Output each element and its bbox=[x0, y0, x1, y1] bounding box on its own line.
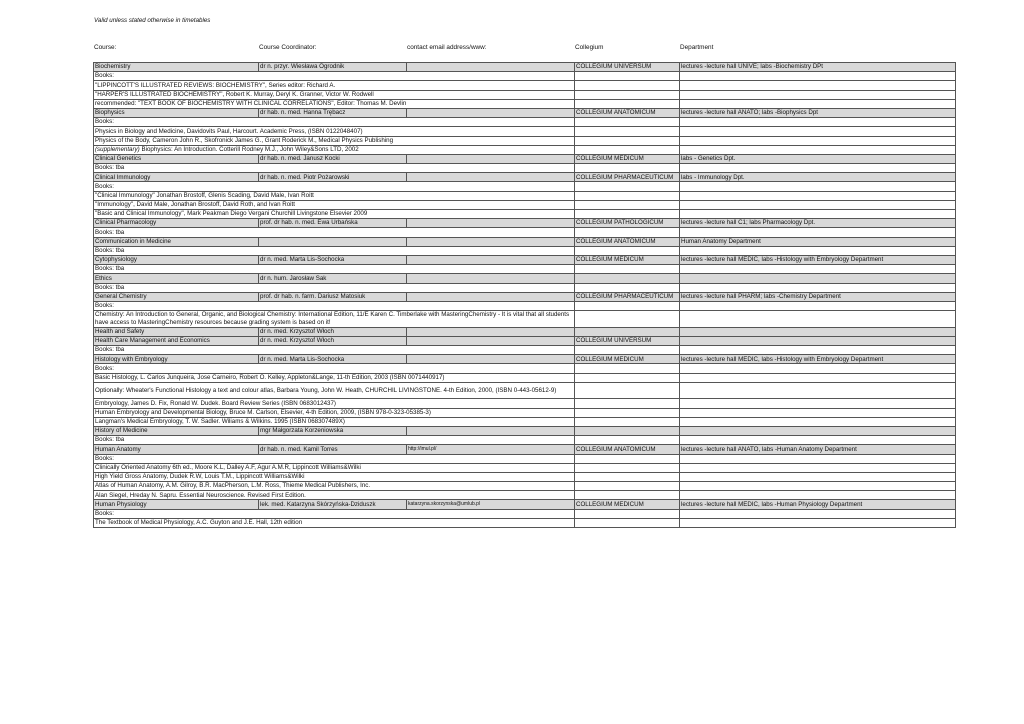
department-cell bbox=[680, 246, 956, 255]
book-text: Books: tba bbox=[95, 164, 125, 172]
book-text-cell bbox=[94, 182, 575, 191]
department-cell bbox=[680, 200, 956, 209]
book-row bbox=[94, 518, 956, 527]
book-text: Atlas of Human Anatomy, A.M. Gilroy, B.R. MacPherson, L.M. Ross, Thieme Medical Publishers, Inc. bbox=[95, 482, 371, 490]
collegium-cell bbox=[575, 118, 680, 127]
header-department: Department bbox=[680, 44, 714, 51]
collegium-cell bbox=[575, 454, 680, 463]
course-name-cell: Clinical Immunology bbox=[94, 173, 259, 182]
book-text: Books: bbox=[95, 364, 114, 372]
book-text: Physics in Biology and Medicine, Davidovits Paul, Harcourt. Academic Press, (ISBN 0122048407) bbox=[95, 127, 363, 135]
coordinator-cell: dr hab. n. med. Kamil Torres bbox=[259, 445, 407, 454]
book-row bbox=[94, 482, 956, 491]
collegium-cell bbox=[575, 81, 680, 90]
department-cell bbox=[680, 346, 956, 355]
course-row bbox=[94, 274, 956, 283]
coordinator-cell: dr n. hum. Jarosław Sak bbox=[259, 274, 407, 283]
collegium-cell bbox=[575, 265, 680, 274]
department-cell bbox=[680, 118, 956, 127]
department-cell bbox=[680, 164, 956, 173]
book-text-cell bbox=[94, 482, 575, 491]
book-text: "HARPER'S ILLUSTRATED BIOCHEMISTRY", Robert K. Murray, Deryl K. Granner, Victor W. Rodwell bbox=[95, 90, 374, 98]
book-text: Books: bbox=[95, 509, 114, 517]
book-text-cell bbox=[94, 399, 575, 408]
book-text-cell bbox=[94, 81, 575, 90]
book-row bbox=[94, 136, 956, 145]
book-text-cell bbox=[94, 72, 575, 81]
book-text: Books: bbox=[95, 118, 114, 126]
book-text: Books: tba bbox=[95, 283, 125, 291]
department-cell bbox=[680, 191, 956, 200]
book-row bbox=[94, 246, 956, 255]
book-row bbox=[94, 200, 956, 209]
book-row bbox=[94, 399, 956, 408]
book-row bbox=[94, 81, 956, 90]
collegium-cell bbox=[575, 417, 680, 426]
course-row bbox=[94, 63, 956, 72]
book-text-cell bbox=[94, 382, 575, 399]
contact-cell bbox=[407, 355, 575, 364]
book-row bbox=[94, 301, 956, 310]
coordinator-cell: dr hab. n. med. Piotr Pożarowski bbox=[259, 173, 407, 182]
book-text: Optionally: Wheater's Functional Histology a text and colour atlas, Barbara Young, John W. Heath, CHURCHIL LIVINGSTONE. 4-th Edition, 2000, (ISBN 0-443-05612-9) bbox=[95, 386, 557, 394]
collegium-cell bbox=[575, 399, 680, 408]
course-row bbox=[94, 336, 956, 345]
course-name-cell: Human Anatomy bbox=[94, 445, 259, 454]
collegium-cell bbox=[575, 327, 680, 336]
contact-cell bbox=[407, 255, 575, 264]
book-text-cell bbox=[94, 408, 575, 417]
coordinator-cell: dr n. med. Marta Lis-Sochocka bbox=[259, 355, 407, 364]
book-row bbox=[94, 463, 956, 472]
department-cell: Human Anatomy Department bbox=[680, 237, 956, 246]
collegium-cell: COLLEGIUM ANATOMICUM bbox=[575, 108, 680, 117]
course-name-cell: Histology with Embryology bbox=[94, 355, 259, 364]
department-cell bbox=[680, 274, 956, 283]
supplementary-label: (supplementary) bbox=[95, 145, 140, 153]
department-cell bbox=[680, 136, 956, 145]
collegium-cell bbox=[575, 472, 680, 481]
collegium-cell bbox=[575, 346, 680, 355]
collegium-cell bbox=[575, 99, 680, 108]
book-text-cell bbox=[94, 509, 575, 518]
contact-cell bbox=[407, 274, 575, 283]
course-name-cell: General Chemistry bbox=[94, 292, 259, 301]
course-table bbox=[93, 62, 956, 528]
department-cell bbox=[680, 327, 956, 336]
course-name-cell: Health and Safety bbox=[94, 327, 259, 336]
coordinator-cell: dr hab. n. med. Hanna Trębacz bbox=[259, 108, 407, 117]
header-collegium: Collegium bbox=[575, 44, 604, 51]
collegium-cell bbox=[575, 145, 680, 154]
course-row bbox=[94, 173, 956, 182]
department-cell bbox=[680, 228, 956, 237]
book-text: Books: tba bbox=[95, 436, 125, 444]
book-text-cell bbox=[94, 164, 575, 173]
book-row bbox=[94, 118, 956, 127]
book-row bbox=[94, 346, 956, 355]
book-row bbox=[94, 191, 956, 200]
book-row bbox=[94, 127, 956, 136]
collegium-cell: COLLEGIUM PHARMACEUTICUM bbox=[575, 292, 680, 301]
department-cell: lectures -lecture hall ANATO; labs -Biophysics Dpt bbox=[680, 108, 956, 117]
collegium-cell bbox=[575, 136, 680, 145]
book-text: Clinically Oriented Anatomy 6th ed., Moore K.L, Dalley A.F, Agur A.M.R, Lippincott Williams&Wilki bbox=[95, 463, 361, 471]
collegium-cell bbox=[575, 90, 680, 99]
collegium-cell bbox=[575, 246, 680, 255]
book-text-cell bbox=[94, 90, 575, 99]
department-cell: lectures -lecture hall MEDIC, labs -Histology with Embryology Department bbox=[680, 255, 956, 264]
course-name-cell: Ethics bbox=[94, 274, 259, 283]
department-cell bbox=[680, 72, 956, 81]
collegium-cell bbox=[575, 463, 680, 472]
department-cell bbox=[680, 454, 956, 463]
contact-cell: katarzyna.skorzynska@umlub.pl bbox=[407, 500, 575, 509]
book-text-cell bbox=[94, 265, 575, 274]
book-row bbox=[94, 382, 956, 399]
department-cell bbox=[680, 417, 956, 426]
collegium-cell bbox=[575, 228, 680, 237]
book-text-cell bbox=[94, 454, 575, 463]
book-text-cell bbox=[94, 417, 575, 426]
coordinator-cell: dr n. przyr. Wiesława Ogrodnik bbox=[259, 63, 407, 72]
course-row bbox=[94, 445, 956, 454]
book-row bbox=[94, 311, 956, 328]
department-cell bbox=[680, 145, 956, 154]
book-text-cell bbox=[94, 301, 575, 310]
book-text: Books: bbox=[95, 454, 114, 462]
collegium-cell bbox=[575, 301, 680, 310]
book-text: High Yield Gross Anatomy, Dudek R.W, Louis T.M., Lippincott Williams&Wilki bbox=[95, 473, 305, 481]
department-cell bbox=[680, 336, 956, 345]
department-cell: labs - Immunology Dpt. bbox=[680, 173, 956, 182]
book-row bbox=[94, 210, 956, 219]
department-cell bbox=[680, 518, 956, 527]
department-cell bbox=[680, 210, 956, 219]
coordinator-cell bbox=[259, 237, 407, 246]
department-cell bbox=[680, 182, 956, 191]
book-text: Embryology, James D. Fix, Ronald W. Dudek. Board Review Series (ISBN 0683012437) bbox=[95, 399, 336, 407]
department-cell bbox=[680, 399, 956, 408]
book-text: Basic Histology, L. Carlos Junqueira, Jose Carneiro, Robert O. Kelley, Appleton&Lange, 11-th Edition, 2003 (ISBN 0071440917) bbox=[95, 373, 445, 381]
book-row bbox=[94, 436, 956, 445]
contact-cell bbox=[407, 173, 575, 182]
collegium-cell: COLLEGIUM PATHOLOGICUM bbox=[575, 219, 680, 228]
course-row bbox=[94, 292, 956, 301]
department-cell bbox=[680, 364, 956, 373]
collegium-cell bbox=[575, 311, 680, 328]
course-name-cell: Human Physiology bbox=[94, 500, 259, 509]
department-cell bbox=[680, 81, 956, 90]
contact-cell bbox=[407, 63, 575, 72]
book-row bbox=[94, 417, 956, 426]
book-text-cell bbox=[94, 373, 575, 382]
book-text-cell bbox=[94, 283, 575, 292]
course-name-cell: Biochemistry bbox=[94, 63, 259, 72]
coordinator-cell: dr n. med. Marta Lis-Sochocka bbox=[259, 255, 407, 264]
book-text: Langman's Medical Embryology, T. W. Sadler. Wiliams & Wilkins. 1995 (ISBN 068307489X) bbox=[95, 418, 345, 426]
book-row bbox=[94, 364, 956, 373]
course-row bbox=[94, 219, 956, 228]
book-text-cell bbox=[94, 463, 575, 472]
book-text: "Clinical Immunology" Jonathan Brostoff, Glenis Scading, David Male, Ivan Roitt bbox=[95, 191, 314, 199]
department-cell: labs - Genetics Dpt. bbox=[680, 154, 956, 163]
book-text: Books: bbox=[95, 302, 114, 310]
contact-cell: http://imul.pl/ bbox=[407, 445, 575, 454]
header-coordinator: Course Coordinator: bbox=[259, 44, 317, 51]
course-row bbox=[94, 237, 956, 246]
contact-cell bbox=[407, 154, 575, 163]
coordinator-cell: prof. dr hab. n. farm. Dariusz Matosiuk bbox=[259, 292, 407, 301]
course-row bbox=[94, 327, 956, 336]
contact-cell bbox=[407, 108, 575, 117]
department-cell bbox=[680, 408, 956, 417]
course-name-cell: Biophysics bbox=[94, 108, 259, 117]
collegium-cell: COLLEGIUM UNIVERSUM bbox=[575, 63, 680, 72]
book-text-cell bbox=[94, 491, 575, 500]
book-text-cell bbox=[94, 191, 575, 200]
coordinator-cell: dr hab. n. med. Janusz Kocki bbox=[259, 154, 407, 163]
department-cell: lectures -lecture hall MEDIC, labs -Human Physiology Department bbox=[680, 500, 956, 509]
collegium-cell bbox=[575, 72, 680, 81]
collegium-cell bbox=[575, 127, 680, 136]
book-text-cell bbox=[94, 311, 575, 328]
book-text: Alan Siegel, Hreday N. Sapru. Essential Neuroscience. Revised First Edition. bbox=[95, 491, 306, 499]
collegium-cell bbox=[575, 382, 680, 399]
collegium-cell bbox=[575, 436, 680, 445]
book-row bbox=[94, 408, 956, 417]
book-row bbox=[94, 265, 956, 274]
book-text-cell bbox=[94, 518, 575, 527]
book-row bbox=[94, 491, 956, 500]
course-row bbox=[94, 500, 956, 509]
course-row bbox=[94, 355, 956, 364]
collegium-cell bbox=[575, 274, 680, 283]
coordinator-cell: dr n. med. Krzysztof Włoch bbox=[259, 327, 407, 336]
department-cell: lectures -lecture hall UNIVE; labs -Biochemistry DPt bbox=[680, 63, 956, 72]
department-cell bbox=[680, 127, 956, 136]
book-text-cell bbox=[94, 436, 575, 445]
collegium-cell bbox=[575, 200, 680, 209]
department-cell bbox=[680, 491, 956, 500]
book-text-cell bbox=[94, 246, 575, 255]
collegium-cell: COLLEGIUM MEDICUM bbox=[575, 255, 680, 264]
collegium-cell bbox=[575, 373, 680, 382]
course-row bbox=[94, 154, 956, 163]
department-cell bbox=[680, 99, 956, 108]
collegium-cell bbox=[575, 408, 680, 417]
department-cell bbox=[680, 283, 956, 292]
department-cell bbox=[680, 426, 956, 435]
department-cell bbox=[680, 373, 956, 382]
department-cell bbox=[680, 301, 956, 310]
course-name-cell: Clinical Pharmacology bbox=[94, 219, 259, 228]
book-text-cell bbox=[94, 136, 575, 145]
book-text-cell bbox=[94, 145, 575, 154]
book-text-cell bbox=[94, 346, 575, 355]
department-cell bbox=[680, 436, 956, 445]
collegium-cell bbox=[575, 182, 680, 191]
book-row bbox=[94, 454, 956, 463]
book-text-cell bbox=[94, 127, 575, 136]
contact-cell bbox=[407, 327, 575, 336]
book-text: Chemistry: An Introduction to General, Organic, and Biological Chemistry: International Edition, 11/E Karen C. Timberlake with MasteringChemistry - It is vital that all students have access to MasteringChemistry resources because grading system is based on it! bbox=[95, 311, 570, 326]
course-row bbox=[94, 108, 956, 117]
book-text: Books: bbox=[95, 182, 114, 190]
book-row bbox=[94, 90, 956, 99]
contact-cell bbox=[407, 426, 575, 435]
book-row bbox=[94, 283, 956, 292]
course-row bbox=[94, 255, 956, 264]
contact-cell bbox=[407, 336, 575, 345]
book-text: Books: tba bbox=[95, 228, 125, 236]
department-cell bbox=[680, 265, 956, 274]
book-row bbox=[94, 228, 956, 237]
department-cell: lectures -lecture hall MEDIC, labs -Histology with Embryology Department bbox=[680, 355, 956, 364]
book-row bbox=[94, 509, 956, 518]
book-text: Books: tba bbox=[95, 265, 125, 273]
collegium-cell: COLLEGIUM MEDICUM bbox=[575, 500, 680, 509]
book-text: Human Embryology and Developmental Biology, Bruce M. Carlson, Elsevier, 4-th Edition, 2009, (ISBN 978-0-323-05385-3) bbox=[95, 408, 431, 416]
course-name-cell: Cytophysiology bbox=[94, 255, 259, 264]
book-text-cell bbox=[94, 118, 575, 127]
collegium-cell bbox=[575, 518, 680, 527]
collegium-cell bbox=[575, 364, 680, 373]
collegium-cell bbox=[575, 491, 680, 500]
book-text-cell bbox=[94, 364, 575, 373]
department-cell bbox=[680, 472, 956, 481]
course-name-cell: Communication in Medicine bbox=[94, 237, 259, 246]
contact-cell bbox=[407, 237, 575, 246]
department-cell: lectures -lecture hall C1; labs Pharmacology Dpt. bbox=[680, 219, 956, 228]
collegium-cell bbox=[575, 509, 680, 518]
book-row bbox=[94, 182, 956, 191]
contact-cell bbox=[407, 292, 575, 301]
book-text: "LIPPINCOTT'S ILLUSTRATED REVIEWS: BIOCHEMISTRY", Series editor: Richard A. bbox=[95, 81, 336, 89]
book-text-cell bbox=[94, 210, 575, 219]
contact-cell bbox=[407, 219, 575, 228]
department-cell bbox=[680, 382, 956, 399]
course-row bbox=[94, 426, 956, 435]
header-contact: contact email address/www: bbox=[407, 44, 487, 51]
course-name-cell: History of Medicine bbox=[94, 426, 259, 435]
department-cell: lectures -lecture hall PHARM; labs -Chemistry Department bbox=[680, 292, 956, 301]
book-row bbox=[94, 145, 956, 154]
book-row bbox=[94, 99, 956, 108]
book-text: Books: bbox=[95, 72, 114, 80]
department-cell bbox=[680, 482, 956, 491]
book-text: Physics of the Body, Cameron John R., Skofronick James G., Grant Roderick M., Medical Physics Publishing bbox=[95, 136, 394, 144]
collegium-cell bbox=[575, 164, 680, 173]
course-name-cell: Clinical Genetics bbox=[94, 154, 259, 163]
validity-note: Valid unless stated otherwise in timetables bbox=[94, 17, 211, 24]
coordinator-cell: lek. med. Katarzyna Skórzyńska-Dziduszk bbox=[259, 500, 407, 509]
book-text: Books: tba bbox=[95, 346, 125, 354]
collegium-cell bbox=[575, 482, 680, 491]
collegium-cell: COLLEGIUM ANATOMICUM bbox=[575, 445, 680, 454]
collegium-cell bbox=[575, 426, 680, 435]
collegium-cell bbox=[575, 283, 680, 292]
header-course: Course: bbox=[94, 44, 117, 51]
department-cell bbox=[680, 90, 956, 99]
book-text: "Basic and Clinical Immunology", Mark Peakman Diego Vergani Churchill Livingstone Elsevier 2009 bbox=[95, 210, 368, 218]
book-text: Books: tba bbox=[95, 247, 125, 255]
collegium-cell: COLLEGIUM ANATOMICUM bbox=[575, 237, 680, 246]
book-text-cell bbox=[94, 99, 575, 108]
book-text: "Immunology", David Male, Jonathan Brostoff, David Roth, and Ivan Roitt bbox=[95, 201, 295, 209]
department-cell bbox=[680, 463, 956, 472]
department-cell bbox=[680, 311, 956, 328]
book-row bbox=[94, 373, 956, 382]
book-text-cell bbox=[94, 228, 575, 237]
collegium-cell: COLLEGIUM PHARMACEUTICUM bbox=[575, 173, 680, 182]
collegium-cell: COLLEGIUM MEDICUM bbox=[575, 355, 680, 364]
book-row bbox=[94, 472, 956, 481]
book-row bbox=[94, 164, 956, 173]
book-text-cell bbox=[94, 200, 575, 209]
department-cell: lectures -lecture hall ANATO, labs -Human Anatomy Department bbox=[680, 445, 956, 454]
collegium-cell bbox=[575, 210, 680, 219]
coordinator-cell: mgr Małgorzata Korzeniowska bbox=[259, 426, 407, 435]
department-cell bbox=[680, 509, 956, 518]
book-row bbox=[94, 72, 956, 81]
collegium-cell: COLLEGIUM UNIVERSUM bbox=[575, 336, 680, 345]
course-name-cell: Health Care Management and Economics bbox=[94, 336, 259, 345]
coordinator-cell: dr n. med. Krzysztof Włoch bbox=[259, 336, 407, 345]
collegium-cell: COLLEGIUM MEDICUM bbox=[575, 154, 680, 163]
book-text: Biophysics: An Introduction. Cotterill Rodney M.J., John Wiley&Sons LTD, 2002 bbox=[139, 145, 359, 153]
book-text: recommended: "TEXT BOOK OF BIOCHEMISTRY WITH CLINICAL CORRELATIONS", Editor: Thomas M. Devlin bbox=[95, 100, 407, 108]
coordinator-cell: prof. dr hab. n. med. Ewa Urbańska bbox=[259, 219, 407, 228]
book-text-cell bbox=[94, 472, 575, 481]
collegium-cell bbox=[575, 191, 680, 200]
book-text: The Textbook of Medical Physiology, A.C. Guyton and J.E. Hall, 12th edition bbox=[95, 519, 303, 527]
